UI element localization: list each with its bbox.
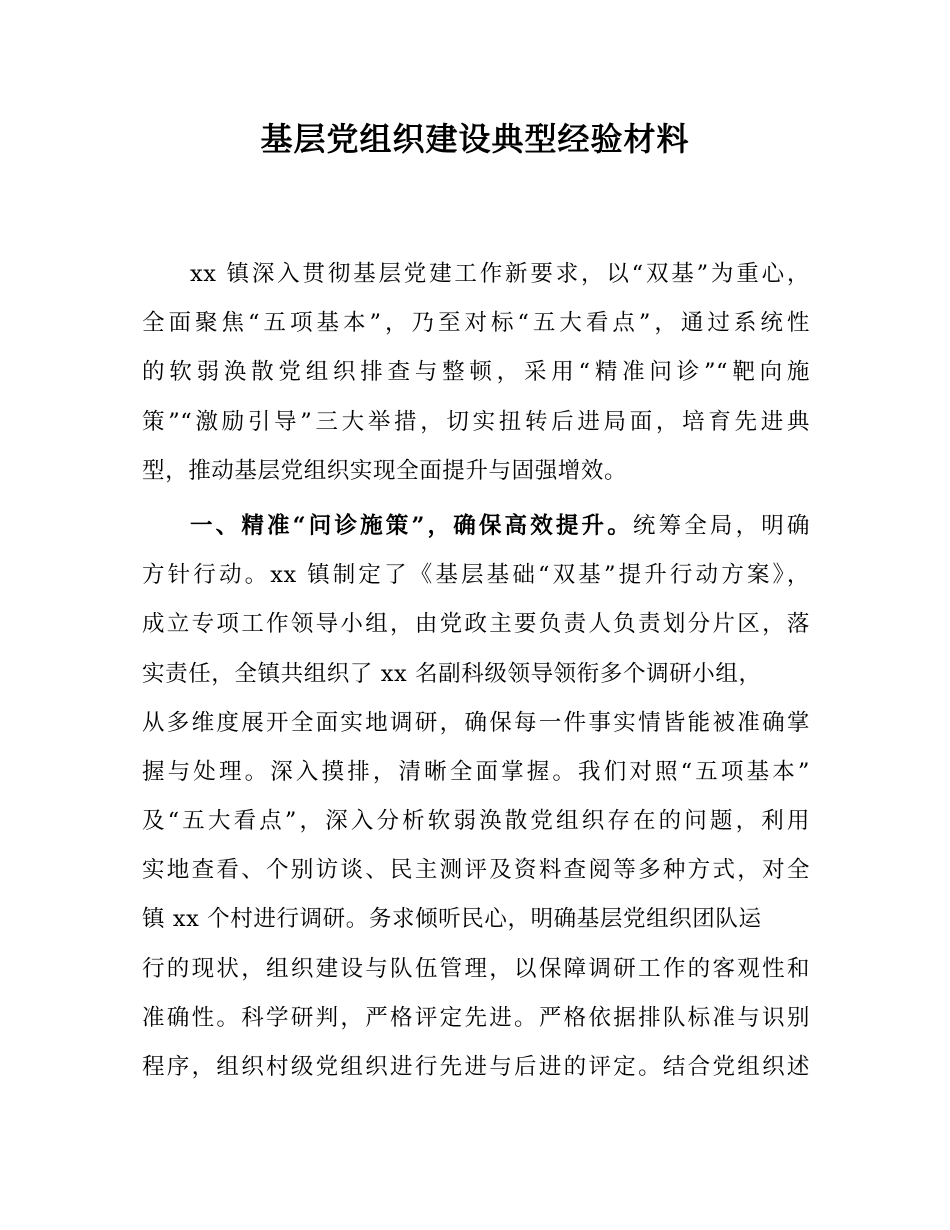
document-body	[142, 250, 810, 1092]
paragraph-line: 全面聚焦“五项基本”，乃至对标“五大看点”，通过系统性	[142, 310, 810, 337]
paragraph-line: 从多维度展开全面实地调研，确保每一件事实情皆能被准确掌	[142, 709, 810, 736]
paragraph-line: 策”“激励引导”三大举措，切实扭转后进局面，培育先进典	[142, 408, 810, 435]
section-heading: 一、精准“问诊施策”，确保高效提升。	[190, 512, 633, 539]
paragraph-line: 准确性。科学研判，严格评定先进。严格依据排队标准与识别	[142, 1004, 810, 1031]
paragraph-line: 握与处理。深入摸排，清晰全面掌握。我们对照“五项基本”	[142, 758, 810, 785]
paragraph-line: 镇 xx 个村进行调研。务求倾听民心，明确基层党组织团队运	[142, 906, 762, 933]
paragraph-intro	[142, 250, 810, 496]
paragraph-line: 实责任，全镇共组织了 xx 名副科级领导领衔多个调研小组，	[142, 660, 762, 687]
document-title: 基层党组织建设典型经验材料	[260, 120, 690, 158]
paragraph-line: 成立专项工作领导小组，由党政主要负责人负责划分片区，落	[142, 611, 810, 638]
paragraph-line: 方针行动。xx 镇制定了《基层基础“双基”提升行动方案》，	[142, 562, 810, 589]
paragraph-line: 的软弱涣散党组织排查与整顿，采用“精准问诊”“靶向施	[142, 359, 810, 386]
paragraph-line	[142, 502, 810, 551]
paragraph-line: 实地查看、个别访谈、民主测评及资料查阅等多种方式，对全	[142, 857, 810, 884]
paragraph-line: xx 镇深入贯彻基层党建工作新要求，以“双基”为重心，	[190, 261, 810, 287]
paragraph-line: 及“五大看点”，深入分析软弱涣散党组织存在的问题，利用	[142, 808, 810, 835]
paragraph-line: 程序，组织村级党组织进行先进与后进的评定。结合党组织述	[142, 1054, 810, 1080]
section-text: 统筹全局，明确	[632, 512, 811, 539]
paragraph-section-1	[142, 502, 810, 1092]
paragraph-line: 型，推动基层党组织实现全面提升与固强增效。	[142, 457, 628, 484]
paragraph-line: 行的现状，组织建设与队伍管理，以保障调研工作的客观性和	[142, 955, 810, 982]
